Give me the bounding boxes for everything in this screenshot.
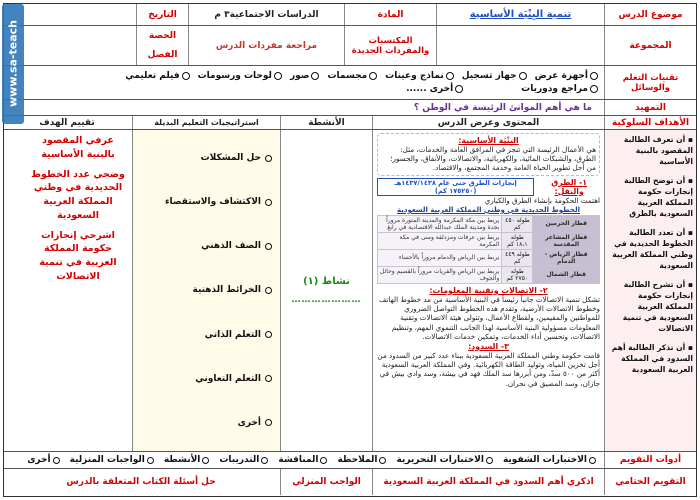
intro-row [4, 100, 696, 116]
radio-circle-icon [446, 72, 454, 80]
objective-item: ▪ أن تذكر الطالبة أهم السدود في المملكة العربية السعودية [611, 343, 693, 374]
acquired-label: المكتسبات والمفردات الجديدة [344, 26, 436, 65]
eval-option[interactable]: الأنشطة [164, 455, 210, 465]
site-watermark: www.sa-teach [2, 4, 24, 124]
eval-option[interactable]: الاختبارات التحريرية [396, 455, 492, 465]
rail-row: قطار الشمال طوله ٢٧٥٠ كم يربط بين الرياض والقريات مروراً بالقصيم وحائل والجوف [378, 266, 600, 283]
assessment-item: وضحي عدد الخطوط الحديدية في وطني المملكة العربية السعودية [31, 168, 125, 221]
comm-text: تشكل تنمية الاتصالات جانباً رئيساً في البنية الأساسية من مد خطوط الهاتف وخطوط الاتصالات الأرضية، وتقدم هذه الخطوط التواصل الضروري للمواطنين والمقيمين، ولقطاع الأعمال، وتتولى هيئة الاتصالات وتقنية المعلومات مسؤولية البنية الأساسية لهذا الجانب التنموي المهم، وتنظيم الاتصالات، وتحسين أداء الخدمات، وتمكين خدمات الاتصالات. [378, 294, 600, 341]
strategy-option[interactable]: التعلم التعاوني [141, 374, 272, 384]
final-row [4, 469, 696, 495]
assessment-item: اشرحي إنجازات حكومة المملكة العربية في تنمية الاتصالات [39, 229, 117, 282]
radio-circle-icon [369, 72, 377, 80]
topic-label: موضوع الدرس [604, 4, 696, 25]
radio-circle-icon [147, 457, 154, 464]
assessment-cell [2, 130, 132, 451]
radio-circle-icon [311, 72, 319, 80]
strategy-option[interactable]: أخرى [141, 418, 272, 428]
radio-circle-icon [265, 287, 272, 294]
activities-cell [280, 130, 372, 451]
header-row-1 [4, 4, 696, 26]
intro-question: ما هي أهم الموانئ الرئيسة في الوطن ؟ [413, 102, 592, 113]
strategy-option[interactable]: الخرائط الذهنية [141, 285, 272, 295]
radio-circle-icon [261, 457, 268, 464]
homework-label: الواجب المنزلي [280, 469, 372, 495]
topic-value: تنمية البِنْيَة الأساسية [436, 4, 604, 25]
strategy-option[interactable]: حل المشكلات [141, 153, 272, 163]
eval-option[interactable]: الملاحظة [337, 455, 386, 465]
radio-circle-icon [379, 457, 386, 464]
rail-row: قطار الرياض - الدمام طوله ٤٤٩ كم يربط بين الرياض والدمام مروراً بالأحساء [378, 249, 600, 266]
rail-title: الخطوط الحديدية في وطني المملكة العربية السعودية [397, 205, 580, 214]
group-label: المجموعة [604, 26, 696, 65]
intro-question-cell [2, 100, 604, 115]
columns-header-row [4, 116, 696, 130]
dams-text: قامت حكومة وطني المملكة العربية السعودية ببناء عدد كبير من السدود من أجل تخزين المياه، وتوليد الطاقة الكهربائية. وفي المملكة العربية السعودية أكثر من ٥٠٠ سدّ، ومن أبرزها سد الملك فهد في بيشة، وسد وادي بيش في جازان، وسد المضيق في نجران. [377, 350, 600, 388]
objective-item: ▪ أن توضح الطالبة إنجازات حكومة المملكة العربية السعودية بالطرق [624, 176, 693, 218]
radio-circle-icon [265, 155, 272, 162]
tools-line-2 [398, 84, 598, 94]
content-cell [372, 130, 604, 451]
intro-label: التمهيد [604, 100, 696, 115]
objectives-list [608, 134, 693, 375]
date-label: التاريخ [136, 4, 188, 25]
radio-circle-icon [590, 85, 598, 93]
radio-circle-icon [265, 375, 272, 382]
rail-row: قطار المشاعر المقدسة طوله ١٨،١ كم يربط بين عرفات ومزدلفة ومنى في مكة المكرمة [378, 232, 600, 249]
roads-text: اهتمت الحكومة بإنشاء الطرق والكباري [484, 195, 600, 205]
objective-item: ▪ أن تعدد الطالبة الخطوط الحديدية في وطني المملكة العربية السعودية [612, 228, 693, 270]
lesson-plan-sheet [3, 3, 697, 497]
radio-circle-icon [53, 457, 60, 464]
comm-title: ٢- الاتصالات وتقنية المعلومات: [429, 285, 548, 295]
radio-circle-icon [265, 243, 272, 250]
rail-row: قطار الحرمين طوله ٤٥٠ كم يربط بين مكة المكرمة والمدينة المنورة مروراً بجدة ومدينة الملك عبدالله الاقتصادية في رابغ [378, 215, 600, 232]
assessment-item: عرفي المقصود بالبنية الأساسية [41, 135, 115, 160]
tool-option[interactable]: فيلم تعليمي [125, 71, 189, 81]
infra-text: هي الأعمال الرئيسة التي تنجز في المرافق العامة والخدمات، مثل: الطرق، والشبكات المائية، والكهربائية، والاتصالات، والأنفاق، والجسور؛ من أجل تطوير الحياة العامة وخدمة المجتمع، والاقتصاد. [390, 145, 596, 173]
radio-circle-icon [589, 457, 596, 464]
objectives-cell [604, 130, 696, 451]
eval-option[interactable]: المناقشة [278, 455, 327, 465]
period-class-labels [136, 26, 188, 65]
eval-option[interactable]: الاختبارات الشفوية [503, 455, 596, 465]
col-content: المحتوى وعرض الدرس [372, 116, 604, 129]
radio-circle-icon [320, 457, 327, 464]
group-value [436, 26, 604, 65]
radio-circle-icon [274, 72, 282, 80]
tool-option[interactable]: جهاز تسجيل [462, 71, 527, 81]
acquired-value: مراجعة مفردات الدرس [188, 26, 344, 65]
eval-option[interactable]: الواجبات المنزلية [70, 455, 154, 465]
tool-option[interactable]: صور [290, 71, 320, 81]
radio-circle-icon [265, 199, 272, 206]
radio-circle-icon [519, 72, 527, 80]
strategies-cell [132, 130, 280, 451]
roads-highlight: إنجازات الطرق حتى عام ١٤٣٧/١٤٣٨هـ (١٧٥٢٥٠ كم) [377, 178, 534, 196]
main-body-row [4, 130, 696, 452]
eval-option[interactable]: أخرى [27, 455, 59, 465]
tool-option[interactable]: مجسمات [327, 71, 377, 81]
eval-tools-label: أدوات التقويم [604, 452, 696, 468]
final-label: التقويم الختامي [604, 469, 696, 495]
objective-item: ▪ أن تشرح الطالبة إنجازات حكومة المملكة العربية السعودية في تنمية الاتصالات [622, 280, 693, 333]
final-question: اذكري أهم السدود في المملكة العربية السعودية [372, 469, 604, 495]
roads-title: ١- الطرق والنقل: [551, 177, 588, 196]
tool-option[interactable]: لوحات ورسومات [198, 71, 282, 81]
tools-options [2, 66, 604, 99]
tool-option[interactable]: مراجع ودوريات [521, 84, 598, 94]
activity-label: نشاط (١) [303, 276, 350, 287]
eval-tools-row [4, 452, 696, 469]
col-assessment: تقييم الهدف [39, 117, 95, 128]
tool-option[interactable]: أخرى ...... [406, 84, 463, 94]
objective-item: ▪ أن تعرف الطالبة المقصود بالبنية الأساسية [623, 135, 693, 166]
radio-circle-icon [202, 457, 209, 464]
content-body [377, 133, 600, 388]
radio-circle-icon [265, 419, 272, 426]
infra-box [377, 133, 600, 176]
subject-value: الدراسات الاجتماعية٣ م [188, 4, 344, 25]
radio-circle-icon [265, 331, 272, 338]
radio-circle-icon [455, 85, 463, 93]
eval-option[interactable]: التدريبات [219, 455, 268, 465]
tools-row [4, 66, 696, 100]
col-strategies: استراتيجيات التعليم البديلة [132, 116, 280, 129]
header-row-2 [4, 26, 696, 66]
strategy-option[interactable]: التعلم الذاتي [141, 330, 272, 340]
dams-title: ٣- السدود: [468, 341, 509, 351]
rail-table [377, 215, 600, 284]
tool-option[interactable]: أجهزة عرض [535, 71, 598, 81]
tool-option[interactable]: نماذج وعينات [385, 71, 454, 81]
eval-tools-options [2, 452, 604, 468]
homework-value: حل أسئلة الكتاب المتعلقة بالدرس [66, 477, 216, 487]
col-objectives: الأهداف السلوكية [604, 116, 696, 129]
strategy-option[interactable]: الاكتشاف والاستقصاء [141, 197, 272, 207]
tools-label: تقنيات التعلم والوسائل [604, 66, 696, 99]
class-label: الفصل [147, 50, 178, 61]
strategy-option[interactable]: الصف الذهني [141, 241, 272, 251]
col-activities: الأنشطة [280, 116, 372, 129]
infra-title: البِنْيَة الأساسية: [458, 136, 519, 145]
roads-heading [377, 178, 600, 196]
tools-line-1 [117, 71, 598, 81]
period-label: الحصة [148, 30, 177, 41]
radio-circle-icon [182, 72, 190, 80]
activity-dots: ………………… [291, 295, 362, 305]
radio-circle-icon [486, 457, 493, 464]
radio-circle-icon [590, 72, 598, 80]
subject-label: المادة [344, 4, 436, 25]
